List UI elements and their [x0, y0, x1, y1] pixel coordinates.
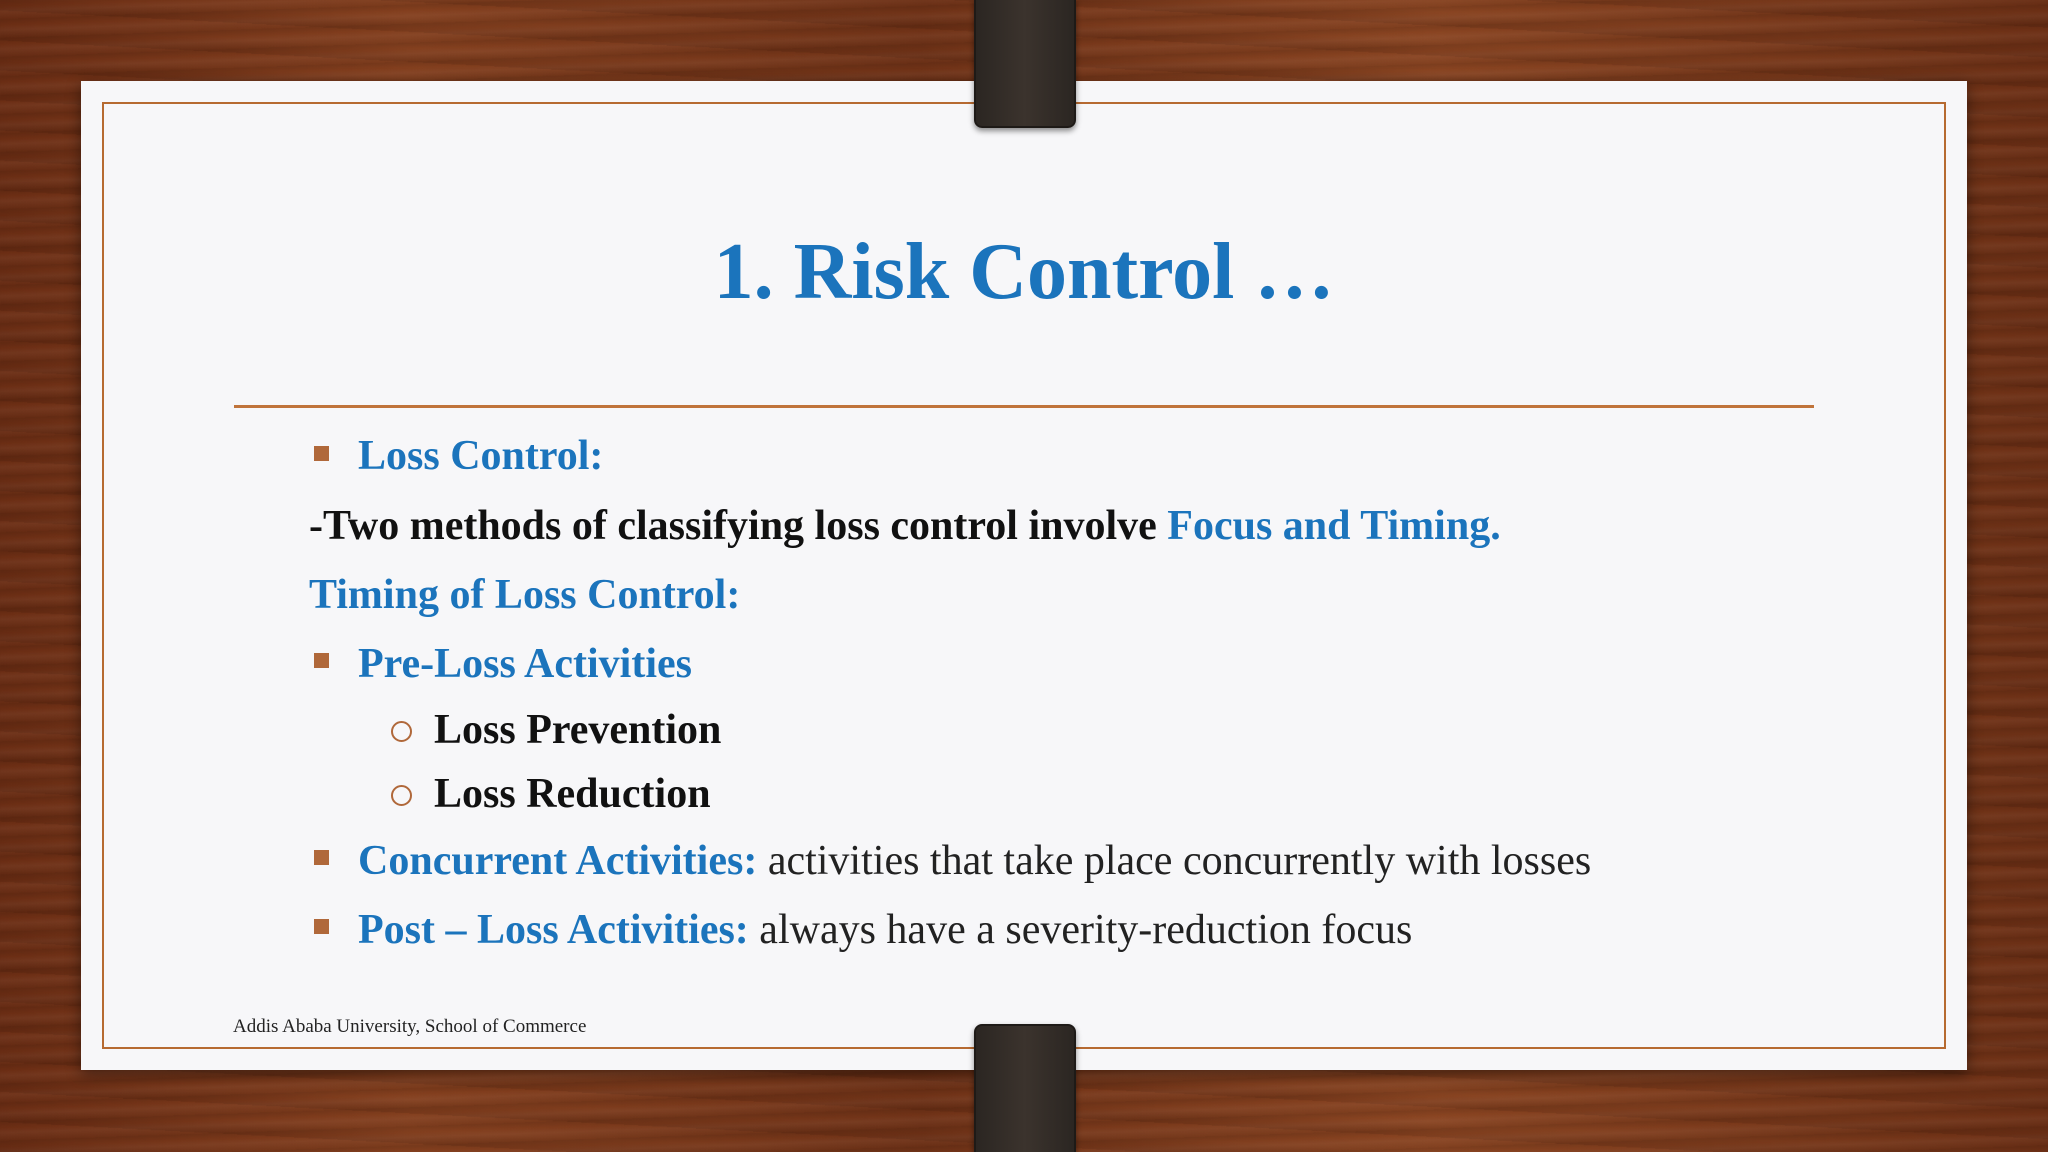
post-text: always have a severity-reduction focus: [748, 907, 1413, 953]
methods-highlight: Focus and Timing.: [1167, 503, 1501, 549]
circle-bullet-icon: [391, 721, 412, 742]
concurrent-item: [358, 835, 1591, 887]
square-bullet-icon: [314, 446, 329, 461]
loss-prevention-item: Loss Prevention: [434, 707, 722, 753]
loss-control-heading: Loss Control:: [358, 433, 604, 479]
methods-line: [309, 500, 1501, 552]
square-bullet-icon: [314, 653, 329, 668]
concurrent-label: Concurrent Activities:: [358, 838, 758, 884]
pre-loss-item: Pre-Loss Activities: [358, 641, 692, 687]
post-loss-item: [358, 904, 1412, 956]
top-binder-clip: [974, 0, 1076, 128]
slide-title: 1. Risk Control …: [713, 228, 1335, 316]
timing-heading: Timing of Loss Control:: [309, 572, 741, 618]
circle-bullet-icon: [391, 785, 412, 806]
loss-reduction-item: Loss Reduction: [434, 771, 711, 817]
square-bullet-icon: [314, 919, 329, 934]
post-label: Post – Loss Activities:: [358, 907, 749, 953]
square-bullet-icon: [314, 850, 329, 865]
concurrent-text: activities that take place concurrently with losses: [757, 838, 1592, 884]
slide-footer: Addis Ababa University, School of Commerce: [233, 1016, 587, 1037]
bottom-binder-clip: [974, 1024, 1076, 1152]
methods-text: -Two methods of classifying loss control involve: [309, 503, 1168, 549]
title-divider: [234, 405, 1814, 408]
